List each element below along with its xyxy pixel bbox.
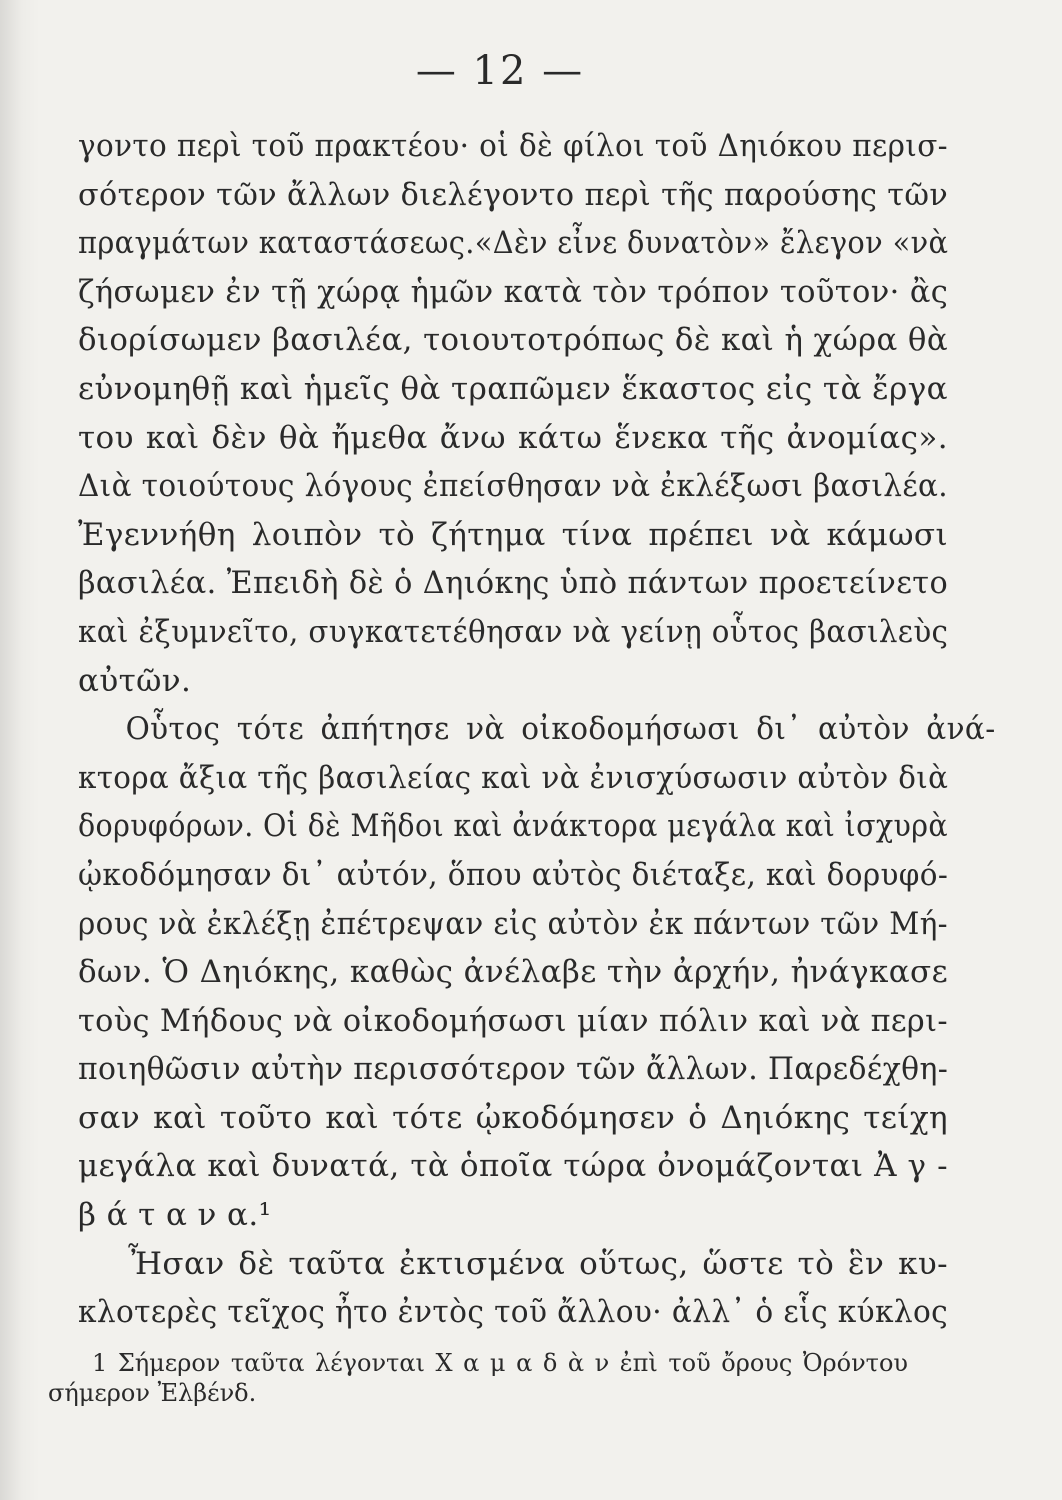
footnote [48,1348,908,1408]
page-number: — 12 — [415,48,585,94]
text-line: βασιλέα. Ἐπειδὴ δὲ ὁ Δηιόκης ὑπὸ πάντων προετείνετο [78,565,949,602]
text-line: ρους νὰ ἐκλέξῃ ἐπέτρεψαν εἰς αὐτὸν ἐκ πάντων τῶν Μή- [78,905,948,942]
paragraph-3 [78,1240,948,1337]
text-line: του καὶ δὲν θὰ ἤμεθα ἄνω κάτω ἕνεκα τῆς ἀνομίας». [78,419,948,456]
paragraph-2 [78,705,996,1240]
body-text [78,122,996,1337]
text-line: εὐνομηθῇ καὶ ἡμεῖς θὰ τραπῶμεν ἕκαστος εἰς τὰ ἔργα [78,370,948,407]
footnote-line: σήμερον Ἐλβένδ. [48,1379,257,1407]
text-line: διορίσωμεν βασιλέα, τοιουτοτρόπως δὲ καὶ ἡ χώρα θὰ [78,322,948,359]
text-line: Διὰ τοιούτους λόγους ἐπείσθησαν νὰ ἐκλέξωσι βασιλέα. [78,468,949,505]
text-line: τοὺς Μήδους νὰ οἰκοδομήσωσι μίαν πόλιν καὶ νὰ περι- [78,1002,948,1039]
text-line: ποιηθῶσιν αὐτὴν περισσότερον τῶν ἄλλων. Παρεδέχθη- [78,1051,949,1088]
text-line: σαν καὶ τοῦτο καὶ τότε ᾠκοδόμησεν ὁ Δηιόκης τείχη [78,1099,948,1136]
text-line: σότερον τῶν ἄλλων διελέγοντο περὶ τῆς παρούσης τῶν [78,176,949,213]
text-line: ᾠκοδόμησαν δι᾽ αὐτόν, ὅπου αὐτὸς διέταξε, καὶ δορυφό- [78,856,949,893]
text-line: δων. Ὁ Δηιόκης, καθὼς ἀνέλαβε τὴν ἀρχήν, ἠνάγκασε [78,954,949,991]
text-line: γοντο περὶ τοῦ πρακτέου· οἱ δὲ φίλοι τοῦ Δηιόκου περισ- [78,128,948,164]
text-line: Ἦσαν δὲ ταῦτα ἐκτισμένα οὕτως, ὥστε τὸ ἓν κυ- [128,1245,948,1282]
paragraph-1 [78,122,948,705]
text-line: κτορα ἄξια τῆς βασιλείας καὶ νὰ ἐνισχύσωσιν αὐτὸν διὰ [78,759,949,796]
text-line: Ἐγεννήθη λοιπὸν τὸ ζήτημα τίνα πρέπει νὰ κάμωσι [78,516,948,553]
footnote-line: 1 Σήμερον ταῦτα λέγονται Χ α μ α δ ὰ ν ἐπὶ τοῦ ὄρους Ὀρόντου [92,1349,908,1377]
text-line: Οὗτος τότε ἀπήτησε νὰ οἰκοδομήσωσι δι᾽ αὐτὸν ἀνά- [125,711,996,748]
text-line: πραγμάτων καταστάσεως.«Δὲν εἶνε δυνατὸν» ἔλεγον «νὰ [78,225,949,262]
text-line: αὐτῶν. [78,662,192,699]
text-line: δορυφόρων. Οἱ δὲ Μῆδοι καὶ ἀνάκτορα μεγάλα καὶ ἰσχυρὰ [78,808,949,845]
text-line: κλοτερὲς τεῖχος ἦτο ἐντὸς τοῦ ἄλλου· ἀλλ᾽ ὁ εἷς κύκλος [78,1294,949,1331]
text-line: ζήσωμεν ἐν τῇ χώρᾳ ἡμῶν κατὰ τὸν τρόπον τοῦτον· ἂς [78,273,949,310]
text-line: μεγάλα καὶ δυνατά, τὰ ὁποῖα τώρα ὀνομάζονται Ἀ γ - [78,1148,948,1185]
text-line: β ά τ α ν α.¹ [78,1197,272,1234]
text-line: καὶ ἐξυμνεῖτο, συγκατετέθησαν νὰ γείνῃ οὗτος βασιλεὺς [78,613,949,650]
